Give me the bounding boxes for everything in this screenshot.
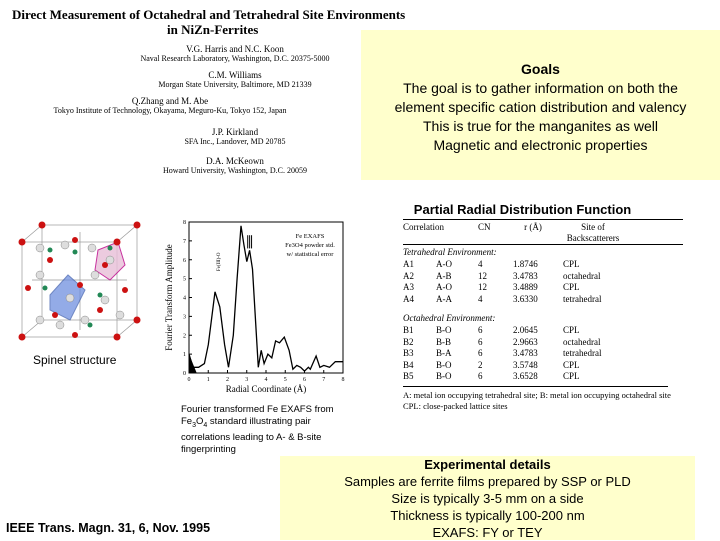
table-cell: 4 (478, 293, 483, 304)
table-row (403, 348, 703, 360)
table-cell: B-O (436, 325, 452, 335)
table-cell: 3.4889 (513, 282, 538, 292)
table-cell: 1.8746 (513, 259, 538, 269)
table-cell: 4 (478, 259, 483, 269)
table-cell: B5 (403, 371, 414, 381)
x-tick-label: 4 (264, 377, 268, 383)
table-row (403, 271, 703, 283)
table-cell: 3.4783 (513, 348, 538, 358)
table-cell: tetrahedral (563, 293, 602, 304)
col-site: Site of Backscatterers (566, 222, 620, 243)
table-cell: B-O (436, 371, 452, 381)
rdf-title: Partial Radial Distribution Function (413, 202, 632, 217)
author-name: J.P. Kirkland (211, 127, 259, 137)
y-tick-label: 6 (183, 257, 186, 264)
paper-title (12, 7, 405, 37)
experimental-line: Size is typically 3-5 mm on a side (391, 491, 584, 506)
y-tick-label: 3 (183, 314, 186, 321)
y-tick-label: 4 (183, 295, 186, 302)
y-tick-label: 8 (183, 220, 186, 226)
table-row (403, 371, 703, 383)
table-cell: A4 (403, 293, 414, 304)
caption-o: O (196, 416, 204, 427)
x-tick-label: 8 (341, 377, 345, 383)
table-row (403, 282, 703, 294)
legend-text: Fe3O4 powder std. (285, 242, 335, 249)
x-axis-label: Radial Coordinate (Å) (225, 384, 307, 394)
table-row (403, 360, 703, 372)
table-row (403, 259, 703, 271)
table-cell: CPL (563, 359, 580, 370)
table-cell: A-O (436, 282, 452, 292)
col-cn: CN (478, 222, 491, 232)
table-cell: 6 (478, 325, 483, 335)
table-cell: A2 (403, 270, 414, 281)
experimental-heading: Experimental details (424, 457, 551, 472)
citation: IEEE Trans. Magn. 31, 6, Nov. 1995 (6, 521, 211, 535)
table-cell: 6 (478, 348, 483, 358)
goals-line: Magnetic and electronic properties (433, 137, 648, 153)
title-line-2: in NiZn-Ferrites (167, 22, 259, 37)
footnote-2: CPL: close-packed lattice sites (403, 400, 508, 411)
table-cell: CPL (563, 371, 580, 381)
legend-text: w/ statistical error (286, 251, 334, 258)
table-cell: 6 (478, 336, 483, 347)
table-cell: B-A (436, 348, 452, 358)
table-cell: B4 (403, 359, 414, 370)
caption-fe: Fe (181, 416, 193, 427)
table-cell: 6 (478, 371, 483, 381)
table-row (403, 337, 703, 349)
table-cell: CPL (563, 325, 580, 335)
col-r: r (Å) (524, 222, 542, 232)
x-tick-label: 2 (226, 377, 229, 383)
y-tick-label: 7 (183, 238, 186, 245)
x-tick-label: 5 (283, 377, 287, 383)
table-cell: 2 (478, 359, 483, 370)
author-affiliation: SFA Inc., Landover, MD 20785 (184, 137, 286, 146)
octa-label: Octahedral Environment: (403, 313, 496, 323)
table-cell: B-O (436, 359, 452, 370)
goals-box (361, 30, 720, 180)
table-cell: 3.6528 (513, 371, 538, 381)
table-cell: A1 (403, 259, 414, 269)
spinel-label: Spinel structure (33, 353, 117, 367)
caption-sub3: 3 (192, 421, 196, 429)
author-affiliation: Naval Research Laboratory, Washington, D.C. 20375-5000 (140, 54, 330, 63)
rdf-table (403, 219, 703, 412)
author-block (60, 157, 410, 175)
author-block (0, 97, 345, 115)
author-name: V.G. Harris and N.C. Koon (186, 44, 284, 54)
caption-line-1: Fourier transformed Fe EXAFS from (181, 404, 334, 415)
author-affiliation: Howard University, Washington, D.C. 20059 (162, 166, 307, 175)
caption-sub4: 4 (203, 421, 208, 429)
author-affiliation: Morgan State University, Baltimore, MD 21339 (158, 80, 312, 89)
table-cell: B-B (436, 336, 452, 347)
author-block (60, 45, 410, 63)
table-cell: 3.6330 (513, 293, 538, 304)
table-cell: A-A (436, 293, 452, 304)
title-line-1: Direct Measurement of Octahedral and Tetrahedral Site Environments (12, 7, 406, 22)
paper-header-image (0, 0, 406, 180)
table-cell: CPL (563, 282, 580, 292)
table-cell: 3.5748 (513, 359, 538, 370)
y-tick-label: 0 (183, 371, 186, 377)
y-axis-label: Fourier Transform Amplitude (164, 244, 174, 351)
y-tick-label: 2 (183, 333, 186, 340)
tetra-label: Tetrahedral Environment: (403, 247, 497, 257)
table-cell: B1 (403, 325, 414, 335)
author-affiliation: Tokyo Institute of Technology, Okayama, Meguro-Ku, Tokyo 152, Japan (53, 106, 287, 115)
spinel-structure-image (10, 220, 150, 355)
table-cell: 2.9663 (513, 336, 538, 347)
table-cell: CPL (563, 259, 580, 269)
experimental-line: Thickness is typically 100-200 nm (390, 508, 585, 523)
author-name: D.A. McKeown (206, 156, 264, 166)
goals-line: The goal is to gather information on both the (403, 80, 678, 96)
x-tick-label: 6 (303, 377, 306, 383)
legend-text: Fe EXAFS (295, 233, 325, 240)
table-cell: octahedral (563, 336, 601, 347)
x-tick-label: 7 (322, 377, 326, 383)
table-cell: B3 (403, 348, 414, 358)
table-cell: A-B (436, 270, 452, 281)
table-cell: A-O (436, 259, 452, 269)
chart-caption (181, 404, 361, 456)
table-row (403, 294, 703, 306)
y-tick-label: 1 (183, 352, 186, 359)
goals-line: element specific cation distribution and valency (394, 99, 687, 115)
y-tick-label: 5 (183, 276, 186, 283)
caption-rest: standard illustrating pair correlations leading to A- & B-site fingerprinting (181, 416, 322, 455)
experimental-line: EXAFS: FY or TEY (432, 525, 543, 540)
table-cell: 2.0645 (513, 325, 538, 335)
experimental-line: Samples are ferrite films prepared by SSP or PLD (344, 474, 631, 489)
author-block (60, 71, 410, 89)
col-correlation: Correlation (403, 222, 444, 232)
author-name: Q.Zhang and M. Abe (131, 96, 209, 106)
table-cell: A3 (403, 282, 414, 292)
footnote-1: A: metal ion occupying tetrahedral site; B: metal ion occupying octahedral site (403, 389, 671, 400)
x-tick-label: 3 (245, 377, 249, 383)
author-name: C.M. Williams (208, 70, 262, 80)
table-header (403, 220, 703, 244)
goals-line: This is true for the manganites as well (423, 118, 658, 134)
x-tick-label: 1 (206, 377, 210, 383)
table-cell: 12 (478, 282, 487, 292)
exafs-chart (160, 210, 360, 394)
table-cell: 3.4783 (513, 270, 538, 281)
table-cell: octahedral (563, 270, 601, 281)
table-cell: tetrahedral (563, 348, 602, 358)
author-block (60, 128, 410, 146)
table-cell: B2 (403, 336, 414, 347)
peak-annotation: Fe(III)-O (216, 252, 222, 272)
goals-heading: Goals (521, 61, 560, 77)
table-row (403, 325, 703, 337)
experimental-box (280, 456, 695, 540)
table-cell: 12 (478, 270, 487, 281)
x-tick-label: 0 (187, 377, 191, 383)
